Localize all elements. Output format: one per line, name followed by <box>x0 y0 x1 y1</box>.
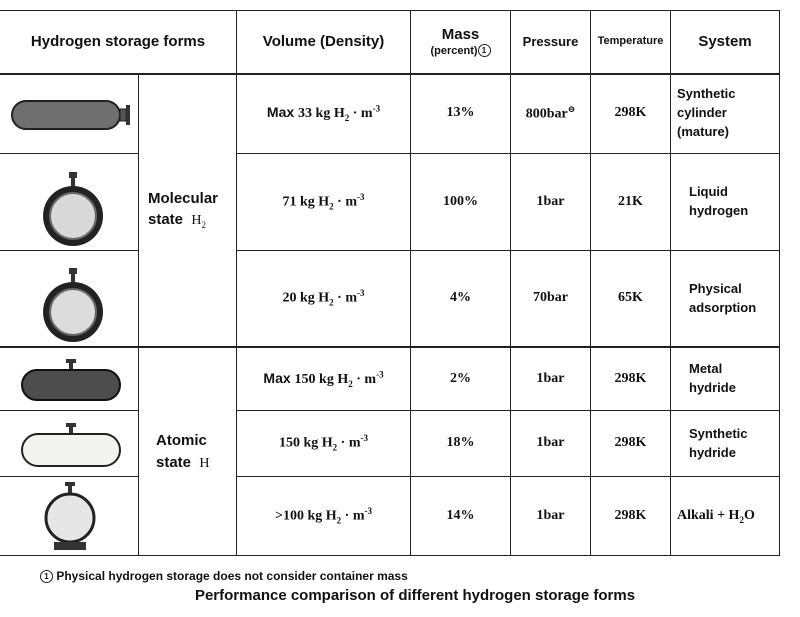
system-rest: O <box>743 507 755 523</box>
row-4-system-cell <box>671 348 797 410</box>
table-rule <box>138 74 139 556</box>
mass-value: 14% <box>446 507 475 523</box>
row-4-mass-cell <box>411 348 510 410</box>
row-4-volume-cell <box>237 348 410 410</box>
row-5-mass-cell <box>411 411 510 476</box>
volume-unit: kg H <box>319 371 349 387</box>
row-1-mass-cell <box>411 74 510 153</box>
row-1-temperature-cell <box>591 74 670 153</box>
synthetic-hydride-tank-icon <box>20 421 122 469</box>
row-3-temperature-cell <box>591 251 670 346</box>
volume-unit-sub: 2 <box>329 297 334 308</box>
metal-hydride-tank-icon <box>20 357 122 403</box>
system-text-2: hydrogen <box>689 203 749 218</box>
table-rule <box>0 250 138 251</box>
volume-value: 150 <box>278 435 300 451</box>
row-3-pressure-cell <box>511 251 590 346</box>
volume-unit: kg H <box>299 194 330 210</box>
volume-exponent: -3 <box>372 103 381 114</box>
header-storage-form-text: Hydrogen storage forms <box>30 33 206 51</box>
temperature-value: 298K <box>614 435 647 451</box>
group-atomic-state <box>156 348 236 556</box>
horizontal-gas-cylinder-icon <box>10 95 132 135</box>
volume-value: >100 <box>274 508 304 524</box>
volume-unit-rest: · m <box>337 435 361 451</box>
header-volume-text: Volume (Density) <box>262 33 385 51</box>
volume-unit-rest: · m <box>349 106 373 122</box>
table-rule <box>0 153 138 154</box>
system-text: Liquid <box>689 184 728 200</box>
row-2-volume-cell <box>237 154 410 250</box>
volume-exponent: -3 <box>376 368 384 379</box>
header-pressure-text: Pressure <box>522 33 579 49</box>
volume-unit: kg H <box>299 290 330 306</box>
volume-unit-sub: 2 <box>336 515 342 526</box>
temperature-value: 298K <box>614 105 647 121</box>
volume-exponent: -3 <box>357 191 365 202</box>
pressure-value: 800bar <box>525 106 568 122</box>
alkali-reaction-flask-icon <box>40 480 100 554</box>
volume-value: 71 <box>282 194 297 210</box>
row-6-pressure-cell <box>511 477 590 555</box>
group-atomic-label: Atomic <box>156 431 207 449</box>
row-6-temperature-cell <box>591 477 670 555</box>
row-1-system-cell <box>671 74 785 153</box>
volume-prefix: Max <box>266 104 299 121</box>
volume-unit-sub: 2 <box>348 378 353 389</box>
volume-unit-rest: · m <box>333 290 358 306</box>
volume-value: 150 <box>294 371 316 387</box>
row-2-pressure-cell <box>511 154 590 250</box>
temperature-value: 298K <box>614 370 647 386</box>
volume-unit-sub: 2 <box>332 442 338 453</box>
table-rule <box>0 476 138 477</box>
mass-value: 4% <box>450 290 471 306</box>
row-5-system-cell <box>671 411 797 476</box>
row-6-system-cell <box>671 477 785 555</box>
volume-exponent: -3 <box>360 433 369 444</box>
storage-comparison-table <box>0 10 780 556</box>
group-molecular-symbol: H <box>191 213 202 229</box>
row-3-mass-cell <box>411 251 510 346</box>
system-text: Synthetic <box>689 425 748 441</box>
row-5-temperature-cell <box>591 411 670 476</box>
header-temperature <box>591 10 670 74</box>
header-temperature-text: Temperature <box>597 35 664 48</box>
header-mass-sub: (percent) <box>430 44 478 57</box>
pressure-value: 1bar <box>536 435 565 451</box>
group-molecular-label2: state <box>148 211 184 229</box>
temperature-value: 65K <box>618 290 643 306</box>
volume-unit: kg H <box>307 508 337 524</box>
header-mass <box>411 10 510 74</box>
row-4-temperature-cell <box>591 348 670 410</box>
table-rule <box>0 555 780 556</box>
header-mass-text: Mass <box>441 25 480 43</box>
volume-unit: kg H <box>315 106 345 122</box>
volume-value: 20 <box>282 290 297 306</box>
pressure-value: 1bar <box>536 507 565 523</box>
header-pressure <box>511 10 590 74</box>
header-system-text: System <box>698 33 752 51</box>
footnote-text: Physical hydrogen storage does not consider container mass <box>56 569 408 583</box>
system-text-2: hydride <box>689 444 736 460</box>
volume-exponent: -3 <box>364 505 372 516</box>
group-atomic-symbol: H <box>199 455 210 471</box>
header-system <box>671 10 779 74</box>
row-5-pressure-cell <box>511 411 590 476</box>
footnote-marker-icon: 1 <box>40 570 53 583</box>
group-molecular-state <box>148 74 236 346</box>
temperature-value: 21K <box>618 193 643 209</box>
system-text: Physical <box>689 280 742 296</box>
volume-unit-sub: 2 <box>329 201 334 212</box>
row-3-volume-cell <box>237 251 410 346</box>
spherical-liquid-tank-icon <box>38 170 108 250</box>
row-1-volume-cell <box>237 74 410 153</box>
system-text-2: hydride <box>689 380 736 395</box>
row-2-temperature-cell <box>591 154 670 250</box>
row-2-system-cell <box>671 154 797 250</box>
row-6-mass-cell <box>411 477 510 555</box>
row-1-pressure-cell <box>511 74 590 153</box>
row-4-pressure-cell <box>511 348 590 410</box>
temperature-value: 298K <box>614 507 647 523</box>
volume-exponent: -3 <box>357 288 365 299</box>
pressure-value: 1bar <box>536 193 565 209</box>
volume-prefix: Max <box>263 369 295 386</box>
footnote-marker-icon: 1 <box>478 44 491 57</box>
group-molecular-label: Molecular <box>148 189 219 207</box>
footnote <box>40 569 408 583</box>
system-text-2: adsorption <box>689 299 757 315</box>
volume-unit: kg H <box>303 435 333 451</box>
header-storage-form <box>0 10 236 74</box>
pressure-value: 70bar <box>533 290 568 306</box>
system-text: Alkali + H <box>677 507 740 523</box>
table-rule <box>0 410 138 411</box>
system-text: Synthetic cylinder <box>677 86 736 121</box>
mass-value: 13% <box>446 105 475 121</box>
mass-value: 2% <box>450 370 471 386</box>
row-2-mass-cell <box>411 154 510 250</box>
row-3-system-cell <box>671 251 797 346</box>
row-6-volume-cell <box>237 477 410 555</box>
volume-value: 33 <box>298 106 313 122</box>
pressure-note: ⊖ <box>567 103 576 114</box>
mass-value: 18% <box>446 435 475 451</box>
volume-unit-rest: · m <box>352 371 377 387</box>
pressure-value: 1bar <box>536 370 565 386</box>
system-text: Metal <box>689 361 723 377</box>
system-text-2: (mature) <box>677 123 730 139</box>
figure-caption: Performance comparison of different hydrogen storage forms <box>194 587 636 604</box>
volume-unit-sub: 2 <box>344 112 350 123</box>
group-molecular-symbol-sub: 2 <box>201 220 206 231</box>
spherical-adsorption-tank-icon <box>38 266 108 346</box>
header-volume <box>237 10 410 74</box>
mass-value: 100% <box>443 193 478 209</box>
group-atomic-label2: state <box>156 453 192 471</box>
volume-unit-rest: · m <box>341 508 365 524</box>
system-sub: 2 <box>739 514 744 525</box>
volume-unit-rest: · m <box>333 194 358 210</box>
row-5-volume-cell <box>237 411 410 476</box>
